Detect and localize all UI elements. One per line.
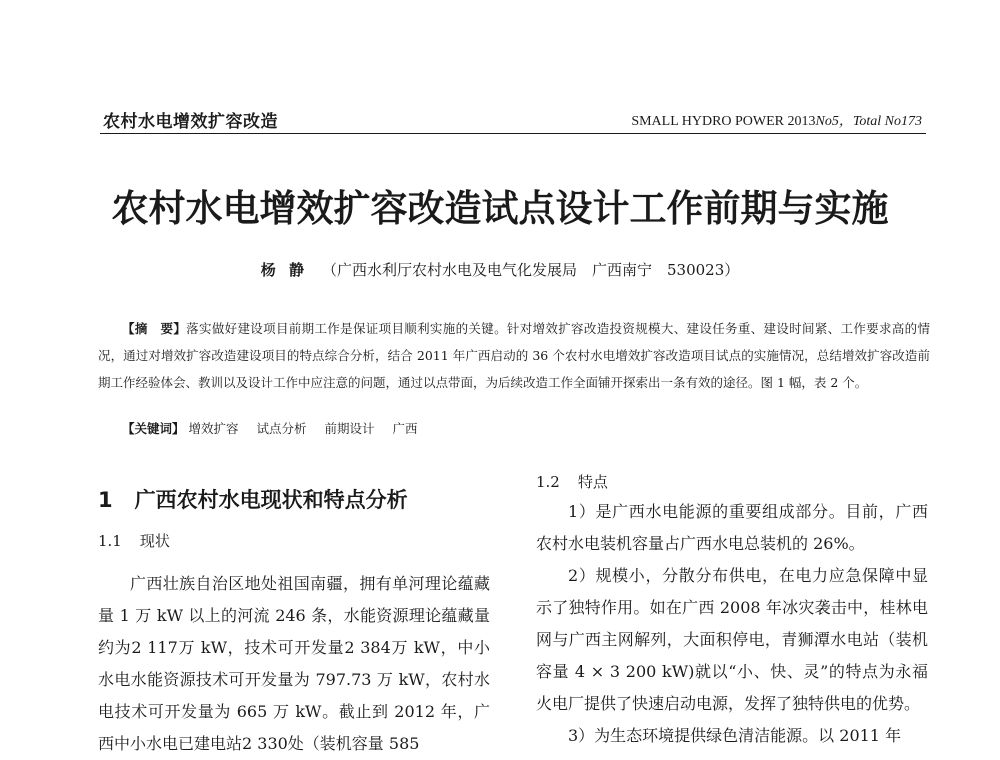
keyword: 试点分析 xyxy=(256,421,307,436)
keywords-label: 【关键词】 xyxy=(122,421,185,436)
subsection-number: 1.2 xyxy=(536,473,560,491)
subsection-heading xyxy=(98,530,170,551)
left-column xyxy=(98,568,490,760)
author-line xyxy=(0,259,1000,280)
paragraph: 广西壮族自治区地处祖国南疆，拥有单河理论蕴藏量 1 万 kW 以上的河流 246 条，水能资源理论蕴藏量约为2 117万 kW，技术可开发量2 384万 kW，中小水电水能资源技术可开发量为 797.73 万 kW，农村水电技术可开发量为 665 万 kW。截止到 2012 年，广西中小水电已建电站2 330处（装机容量 585 xyxy=(98,574,490,753)
subsection-heading xyxy=(536,471,608,492)
subsection-title: 特点 xyxy=(577,473,608,491)
section-heading xyxy=(98,484,408,514)
section-title: 广西农村水电现状和特点分析 xyxy=(134,488,408,512)
keyword: 广西 xyxy=(392,421,418,436)
running-header-section: 农村水电增效扩容改造 xyxy=(103,112,278,132)
author-name: 杨 静 xyxy=(260,261,308,279)
abstract-label: 【摘 要】 xyxy=(122,321,187,336)
keyword: 增效扩容 xyxy=(188,421,239,436)
header-rule xyxy=(100,133,926,134)
keyword: 前期设计 xyxy=(324,421,375,436)
abstract-text: 落实做好建设项目前期工作是保证项目顺利实施的关键。针对增效扩容改造投资规模大、建设任务重、建设时间紧、工作要求高的情况，通过对增效扩容改造建设项目的特点综合分析，结合 2011 年广西启动的 36 个农村水电增效扩容改造项目试点的实施情况，总结增效扩容改造前期工作经验体会、教训以及设计工作中应注意的问题，通过以点带面，为后续改造工作全面铺开探索出一条有效的途径。图 1 幅，表 2 个。 xyxy=(98,321,930,390)
subsection-number: 1.1 xyxy=(98,532,122,550)
running-header-journal xyxy=(631,110,922,130)
author-affiliation: （广西水利厅农村水电及电气化发展局 广西南宁 530023） xyxy=(321,261,740,279)
paragraph: 2）规模小，分散分布供电，在电力应急保障中显示了独特作用。如在广西 2008 年冰灾袭击中，桂林电网与广西主网解列，大面积停电，青狮潭水电站（装机容量 4 × 3 200 kW)就以“小、快、灵”的特点为永福火电厂提供了快速启动电源，发挥了独特供电的优势。 xyxy=(536,566,928,713)
journal-issue: No5，Total No173 xyxy=(815,114,922,129)
right-column xyxy=(536,496,928,752)
article-title: 农村水电增效扩容改造试点设计工作前期与实施 xyxy=(111,187,889,230)
paragraph: 3）为生态环境提供绿色清洁能源。以 2011 年 xyxy=(568,726,902,745)
abstract xyxy=(98,315,930,396)
section-number: 1 xyxy=(98,488,113,512)
journal-name: SMALL HYDRO POWER 2013 xyxy=(631,114,816,129)
subsection-title: 现状 xyxy=(139,532,170,550)
paragraph: 1）是广西水电能源的重要组成部分。目前，广西农村水电装机容量占广西水电总装机的 26%。 xyxy=(536,502,928,553)
keywords xyxy=(122,419,432,437)
